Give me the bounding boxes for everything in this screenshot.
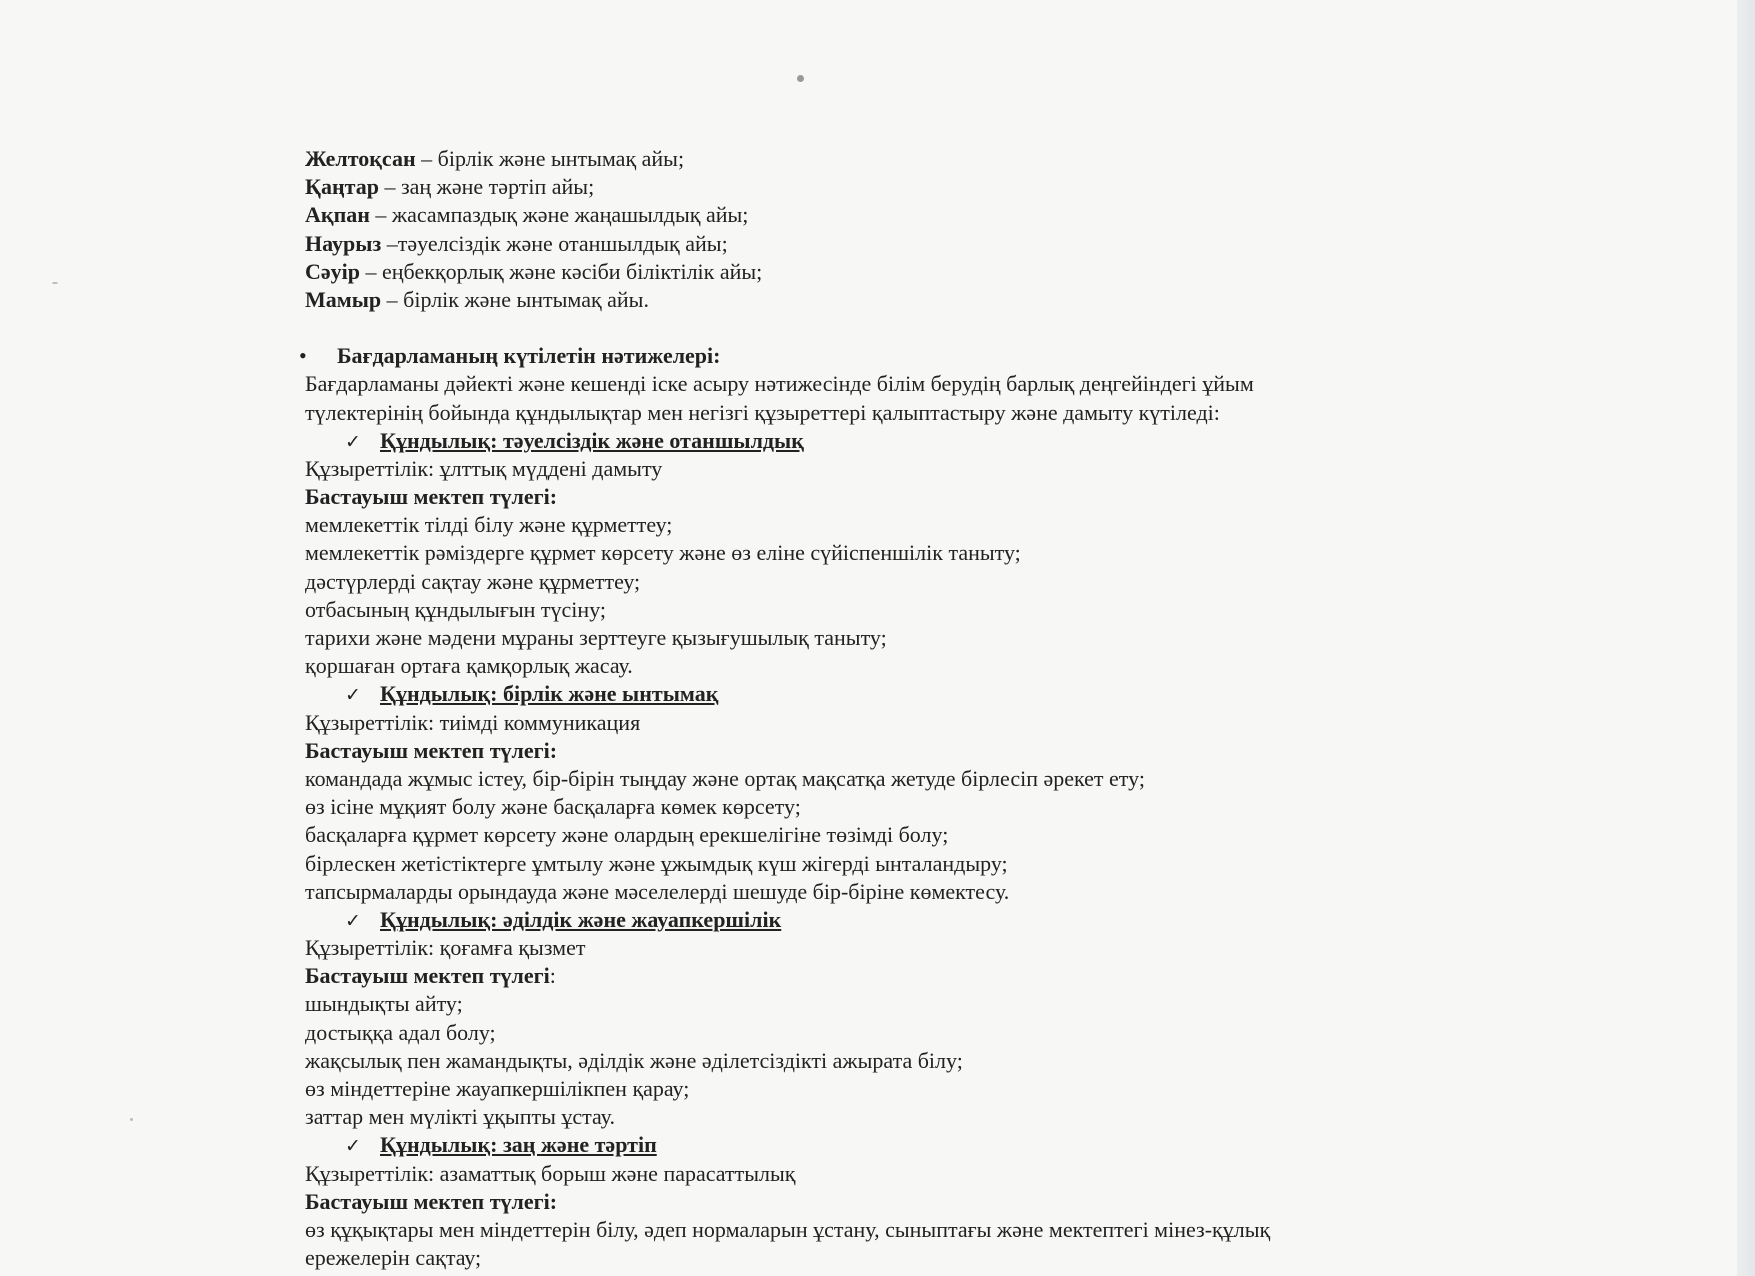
list-item: дәстүрлерді сақтау және құрметтеу; (305, 568, 641, 594)
value-title: Құндылық: заң және тәртіп (380, 1132, 657, 1158)
value-title: Құндылық: бірлік және ынтымақ (380, 681, 719, 707)
bullet-icon: • (299, 343, 307, 369)
competence-line: Құзыреттілік: тиімді коммуникация (305, 709, 641, 735)
month-line (305, 230, 1565, 258)
month-desc: – жасампаздық және жаңашылдық айы; (369, 202, 749, 228)
document-body (299, 145, 1565, 1272)
list-item: қоршаған ортаға қамқорлық жасау. (305, 653, 633, 679)
graduate-heading (305, 737, 1565, 765)
month-line (305, 286, 1565, 314)
value-heading (305, 427, 1565, 455)
list-item: достыққа адал болу; (305, 1019, 496, 1045)
scan-speck (130, 1118, 133, 1121)
list-item: командада жұмыс істеу, бір-бірін тыңдау және ортақ мақсатқа жетуде бірлесіп әрекет ету; (305, 765, 1145, 791)
month-name: Ақпан (305, 202, 370, 228)
value-heading (305, 680, 1565, 708)
graduate-heading (305, 962, 1565, 990)
graduate-label: Бастауыш мектеп түлегі (305, 963, 550, 989)
results-intro-line: түлектерінің бойында құндылықтар мен негізгі құзыреттері қалыптастыру және дамыту күтіледі: (305, 399, 1220, 425)
graduate-heading (305, 483, 1565, 511)
month-line (305, 201, 1565, 229)
list-item: жақсылық пен жамандықты, әділдік және әділетсіздікті ажырата білу; (305, 1047, 963, 1073)
graduate-label: Бастауыш мектеп түлегі: (305, 737, 558, 763)
months-list (305, 145, 1565, 314)
graduate-label: Бастауыш мектеп түлегі: (305, 1188, 558, 1214)
list-item: шындықты айту; (305, 991, 463, 1017)
list-item: өз құқықтары мен міндеттерін білу, әдеп нормаларын ұстану, сыныптағы және мектептегі мінез-құлық (305, 1216, 1271, 1242)
competence-line: Құзыреттілік: қоғамға қызмет (305, 935, 586, 961)
scan-speck (797, 75, 804, 82)
month-name: Қаңтар (305, 174, 379, 200)
month-name: Желтоқсан (305, 146, 416, 171)
results-heading-text: Бағдарламаның күтілетін нәтижелері: (337, 343, 721, 369)
scan-speck (52, 282, 58, 284)
month-desc: – бірлік және ынтымақ айы. (381, 286, 649, 312)
list-item: өз ісіне мұқият болу және басқаларға көмек көрсету; (305, 794, 801, 820)
list-item: басқаларға құрмет көрсету және олардың ерекшелігіне төзімді болу; (305, 822, 949, 848)
scan-edge-shadow (1737, 0, 1755, 1276)
list-item: мемлекеттік рәміздерге құрмет көрсету және өз еліне сүйіспеншілік таныту; (305, 540, 1021, 566)
list-item: мемлекеттік тілді білу және құрметтеу; (305, 512, 673, 538)
list-item: тапсырмаларды орындауда және мәселелерді шешуде бір-біріне көмектесу. (305, 878, 1010, 904)
list-item: отбасының құндылығын түсіну; (305, 596, 607, 622)
graduate-suffix: : (549, 963, 556, 989)
graduate-heading (305, 1188, 1565, 1216)
month-name: Наурыз (305, 230, 382, 256)
list-item: бірлескен жетістіктерге ұмтылу және ұжымдық күш жігерді ынталандыру; (305, 850, 1008, 876)
checkmark-icon: ✓ (345, 430, 361, 453)
value-title: Құндылық: тәуелсіздік және отаншылдық (380, 427, 804, 453)
competence-line: Құзыреттілік: азаматтық борыш және парасаттылық (305, 1160, 796, 1186)
results-intro-line: Бағдарламаны дәйекті және кешенді іске асыру нәтижесінде білім берудің барлық деңгейіндегі ұйым (305, 371, 1254, 397)
checkmark-icon: ✓ (345, 1135, 361, 1158)
list-item: өз міндеттеріне жауапкершілікпен қарау; (305, 1076, 690, 1101)
list-item: заттар мен мүлікті ұқыпты ұстау. (305, 1104, 615, 1130)
month-desc: – бірлік және ынтымақ айы; (415, 146, 685, 171)
paragraph-gap (305, 314, 1565, 342)
competence-line: Құзыреттілік: ұлттық мүддені дамыту (305, 455, 663, 481)
month-name: Сәуір (305, 258, 360, 284)
month-line (305, 173, 1565, 201)
graduate-label: Бастауыш мектеп түлегі: (305, 484, 558, 510)
month-line (305, 145, 1565, 173)
month-desc: – еңбекқорлық және кәсіби біліктілік айы; (360, 258, 763, 284)
month-desc: – заң және тәртіп айы; (378, 174, 595, 200)
value-heading (305, 1131, 1565, 1159)
value-heading (305, 906, 1565, 934)
checkmark-icon: ✓ (345, 909, 361, 932)
month-desc: –тәуелсіздік және отаншылдық айы; (381, 230, 728, 256)
month-name: Мамыр (305, 286, 382, 312)
month-line (305, 258, 1565, 286)
checkmark-icon: ✓ (345, 684, 361, 707)
results-heading (299, 342, 1565, 370)
list-item: ережелерін сақтау; (305, 1245, 482, 1271)
list-item: тарихи және мәдени мұраны зерттеуге қызығушылық таныту; (305, 625, 887, 650)
value-title: Құндылық: әділдік және жауапкершілік (380, 906, 782, 932)
